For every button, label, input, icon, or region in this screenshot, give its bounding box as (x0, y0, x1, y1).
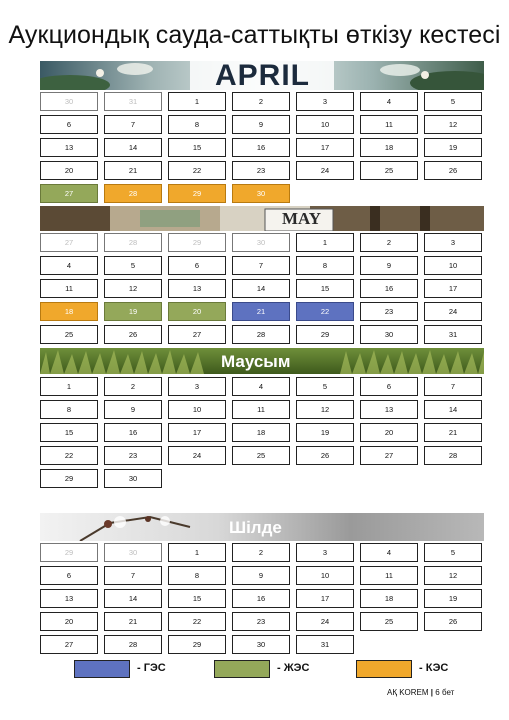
calendar-day-cell: 13 (40, 138, 98, 157)
calendar-day-cell: 23 (232, 161, 290, 180)
legend-kes-swatch (356, 660, 412, 678)
calendar-day-cell: 4 (360, 543, 418, 562)
calendar-day-cell: 3 (168, 377, 226, 396)
calendar-day-cell: 13 (360, 400, 418, 419)
calendar-day-cell: 14 (232, 279, 290, 298)
calendar-day-cell: 19 (424, 138, 482, 157)
calendar-day-cell: 25 (360, 612, 418, 631)
calendar-day-cell: 11 (360, 566, 418, 585)
calendar-day-cell: 30 (232, 635, 290, 654)
calendar-day-cell: 5 (104, 256, 162, 275)
calendar-day-cell: 1 (168, 543, 226, 562)
calendar-day-cell: 2 (232, 92, 290, 111)
footer-page: 6 бет (435, 688, 455, 697)
calendar-day-cell: 31 (104, 92, 162, 111)
april-banner (40, 61, 484, 90)
calendar-day-cell: 25 (40, 325, 98, 344)
interior-scene-image (40, 206, 484, 231)
calendar-day-cell: 30 (104, 469, 162, 488)
calendar-day-cell: 31 (296, 635, 354, 654)
calendar-day-cell: 29 (40, 543, 98, 562)
calendar-day-cell: 12 (424, 115, 482, 134)
calendar-day-cell: 6 (40, 115, 98, 134)
calendar-day-cell: 27 (40, 184, 98, 203)
june-banner-label: Маусым (221, 352, 291, 371)
calendar-day-cell: 14 (424, 400, 482, 419)
calendar-day-cell: 28 (104, 184, 162, 203)
calendar-day-cell: 14 (104, 589, 162, 608)
calendar-day-cell: 5 (424, 543, 482, 562)
calendar-day-cell: 22 (296, 302, 354, 321)
footer-separator: | (430, 688, 434, 697)
calendar-day-cell: 10 (296, 566, 354, 585)
calendar-day-cell: 18 (360, 138, 418, 157)
june-banner (40, 348, 484, 374)
calendar-day-cell: 19 (424, 589, 482, 608)
calendar-day-cell: 19 (104, 302, 162, 321)
calendar-day-cell: 3 (424, 233, 482, 252)
calendar-day-cell: 30 (360, 325, 418, 344)
calendar-day-cell: 5 (424, 92, 482, 111)
calendar-day-cell: 27 (40, 233, 98, 252)
calendar-day-cell: 28 (104, 635, 162, 654)
calendar-day-cell: 29 (168, 635, 226, 654)
calendar-day-cell: 6 (168, 256, 226, 275)
calendar-day-cell: 20 (40, 161, 98, 180)
calendar-day-cell: 17 (296, 589, 354, 608)
calendar-day-cell: 18 (360, 589, 418, 608)
calendar-day-cell: 15 (168, 138, 226, 157)
calendar-day-cell: 15 (296, 279, 354, 298)
calendar-day-cell: 14 (104, 138, 162, 157)
calendar-day-cell: 17 (424, 279, 482, 298)
calendar-day-cell: 1 (296, 233, 354, 252)
calendar-day-cell: 28 (104, 233, 162, 252)
calendar-day-cell: 29 (40, 469, 98, 488)
calendar-day-cell: 21 (424, 423, 482, 442)
legend-ges-swatch (74, 660, 130, 678)
calendar-day-cell: 12 (104, 279, 162, 298)
legend-kes-label: - КЭС (419, 662, 449, 674)
calendar-day-cell: 12 (424, 566, 482, 585)
calendar-day-cell: 23 (104, 446, 162, 465)
july-banner (40, 513, 484, 541)
calendar-day-cell: 16 (232, 589, 290, 608)
calendar-day-cell: 18 (40, 302, 98, 321)
calendar-day-cell: 21 (232, 302, 290, 321)
calendar-day-cell: 10 (296, 115, 354, 134)
calendar-day-cell: 26 (104, 325, 162, 344)
may-banner-label: MAY (282, 209, 322, 228)
calendar-day-cell: 6 (40, 566, 98, 585)
april-banner-label: APRIL (215, 61, 310, 90)
calendar-day-cell: 20 (360, 423, 418, 442)
calendar-day-cell: 7 (104, 115, 162, 134)
calendar-day-cell: 11 (360, 115, 418, 134)
calendar-day-cell: 18 (232, 423, 290, 442)
calendar-day-cell: 17 (168, 423, 226, 442)
calendar-day-cell: 9 (104, 400, 162, 419)
calendar-day-cell: 15 (40, 423, 98, 442)
calendar-day-cell: 11 (40, 279, 98, 298)
calendar-day-cell: 11 (232, 400, 290, 419)
calendar-day-cell: 24 (296, 161, 354, 180)
calendar-day-cell: 25 (232, 446, 290, 465)
calendar-day-cell: 8 (168, 566, 226, 585)
calendar-day-cell: 8 (40, 400, 98, 419)
calendar-day-cell: 16 (232, 138, 290, 157)
calendar-day-cell: 21 (104, 612, 162, 631)
calendar-day-cell: 28 (232, 325, 290, 344)
calendar-day-cell: 15 (168, 589, 226, 608)
calendar-day-cell: 29 (168, 184, 226, 203)
calendar-day-cell: 6 (360, 377, 418, 396)
calendar-day-cell: 20 (40, 612, 98, 631)
calendar-day-cell: 26 (296, 446, 354, 465)
footer-brand: АҚ KOREM (387, 688, 429, 697)
calendar-day-cell: 24 (296, 612, 354, 631)
calendar-day-cell: 10 (424, 256, 482, 275)
calendar-day-cell: 31 (424, 325, 482, 344)
calendar-day-cell: 4 (360, 92, 418, 111)
calendar-day-cell: 2 (360, 233, 418, 252)
calendar-day-cell: 22 (40, 446, 98, 465)
legend-ges-label: - ГЭС (137, 662, 166, 674)
calendar-day-cell: 10 (168, 400, 226, 419)
calendar-day-cell: 8 (296, 256, 354, 275)
calendar-day-cell: 26 (424, 161, 482, 180)
page-title: Аукциондық сауда-саттықты өткізу кестесі (8, 21, 501, 49)
calendar-day-cell: 24 (168, 446, 226, 465)
calendar-day-cell: 23 (360, 302, 418, 321)
calendar-day-cell: 19 (296, 423, 354, 442)
calendar-day-cell: 1 (168, 92, 226, 111)
calendar-day-cell: 16 (104, 423, 162, 442)
calendar-day-cell: 7 (232, 256, 290, 275)
calendar-day-cell: 13 (168, 279, 226, 298)
calendar-day-cell: 13 (40, 589, 98, 608)
legend-zhes-swatch (214, 660, 270, 678)
calendar-day-cell: 20 (168, 302, 226, 321)
calendar-day-cell: 25 (360, 161, 418, 180)
calendar-day-cell: 2 (104, 377, 162, 396)
calendar-day-cell: 30 (40, 92, 98, 111)
calendar-day-cell: 3 (296, 543, 354, 562)
calendar-day-cell: 16 (360, 279, 418, 298)
calendar-day-cell: 8 (168, 115, 226, 134)
calendar-day-cell: 9 (232, 115, 290, 134)
calendar-day-cell: 22 (168, 612, 226, 631)
calendar-day-cell: 17 (296, 138, 354, 157)
calendar-day-cell: 27 (168, 325, 226, 344)
calendar-day-cell: 7 (424, 377, 482, 396)
calendar-day-cell: 26 (424, 612, 482, 631)
calendar-day-cell: 22 (168, 161, 226, 180)
page-footer (387, 688, 454, 697)
legend-zhes-label: - ЖЭС (277, 662, 310, 674)
calendar-day-cell: 23 (232, 612, 290, 631)
calendar-day-cell: 30 (104, 543, 162, 562)
calendar-day-cell: 27 (360, 446, 418, 465)
calendar-day-cell: 4 (232, 377, 290, 396)
calendar-day-cell: 9 (360, 256, 418, 275)
calendar-day-cell: 5 (296, 377, 354, 396)
calendar-day-cell: 1 (40, 377, 98, 396)
calendar-day-cell: 4 (40, 256, 98, 275)
calendar-day-cell: 9 (232, 566, 290, 585)
july-banner-label: Шілде (229, 518, 282, 537)
calendar-day-cell: 3 (296, 92, 354, 111)
calendar-day-cell: 2 (232, 543, 290, 562)
calendar-day-cell: 29 (296, 325, 354, 344)
calendar-day-cell: 21 (104, 161, 162, 180)
calendar-day-cell: 27 (40, 635, 98, 654)
calendar-day-cell: 28 (424, 446, 482, 465)
calendar-day-cell: 30 (232, 233, 290, 252)
calendar-day-cell: 30 (232, 184, 290, 203)
calendar-day-cell: 12 (296, 400, 354, 419)
calendar-day-cell: 24 (424, 302, 482, 321)
calendar-day-cell: 7 (104, 566, 162, 585)
may-banner (40, 206, 484, 231)
calendar-day-cell: 29 (168, 233, 226, 252)
